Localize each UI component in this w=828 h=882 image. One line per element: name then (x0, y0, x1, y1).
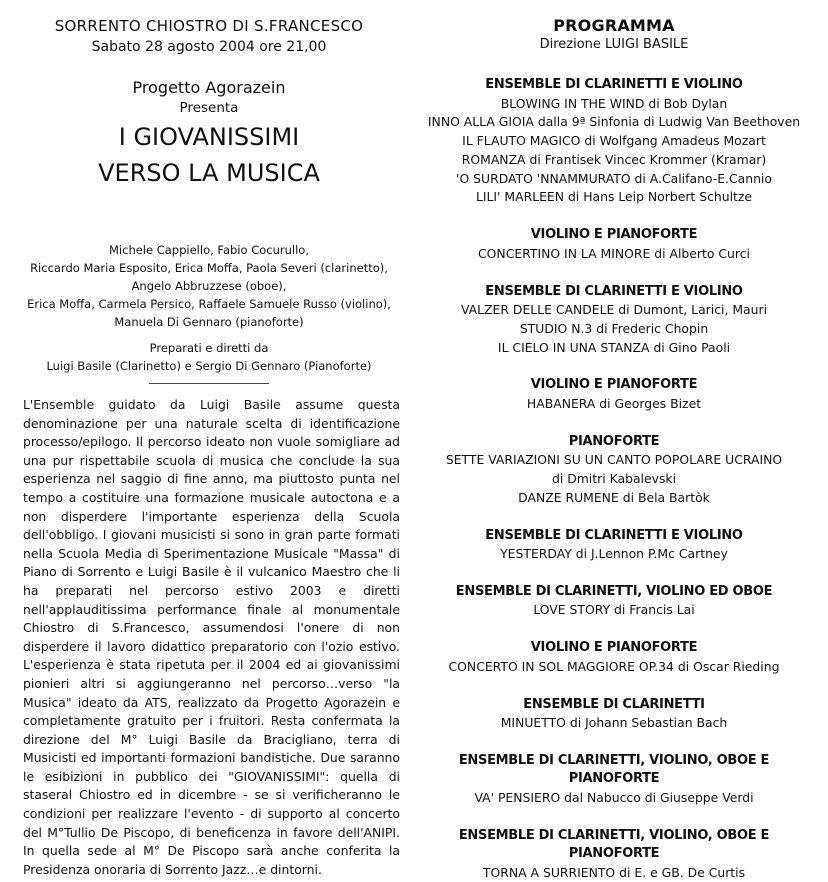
section-heading: ENSEMBLE DI CLARINETTI, VIOLINO ED OBOE (455, 583, 773, 599)
direction-line: Direzione LUIGI BASILE (539, 37, 689, 52)
prepared-names: Luigi Basile (Clarinetto) e Sergio Di Gennaro (Pianoforte) (46, 359, 372, 373)
program-section (414, 696, 814, 733)
program-item: MINUETTO di Johann Sebastian Bach (500, 715, 728, 731)
program-section (414, 283, 814, 358)
section-heading: VIOLINO E PIANOFORTE (530, 377, 698, 393)
program-item: LILI' MARLEEN di Hans Leip Norbert Schultze (475, 189, 753, 205)
program-item: CONCERTO IN SOL MAGGIORE OP.34 di Oscar Rieding (448, 658, 780, 674)
performers-line: Erica Moffa, Carmela Persico, Raffaele Samuele Russo (violino), (27, 297, 391, 311)
section-heading: ENSEMBLE DI CLARINETTI E VIOLINO (485, 527, 743, 543)
section-heading: ENSEMBLE DI CLARINETTI, VIOLINO, OBOE E PIANOFORTE (458, 752, 770, 787)
program-section (414, 376, 814, 413)
performers-line: Michele Cappiello, Fabio Cocurullo, (109, 243, 309, 257)
program-item: di Dmitri Kabalevski (551, 471, 677, 487)
program-section (414, 827, 814, 882)
program-section (414, 639, 814, 676)
program-section (414, 226, 814, 263)
performers-list (14, 241, 404, 331)
left-column (14, 16, 404, 879)
date-line: Sabato 28 agosto 2004 ore 21,00 (91, 39, 327, 55)
program-item: BLOWING IN THE WIND di Bob Dylan (500, 95, 728, 111)
program-item: DANZE RUMENE di Bela Bartòk (518, 489, 710, 505)
project-name: Progetto Agorazein (132, 78, 286, 97)
prepared-label: Preparati e diretti da (149, 341, 269, 355)
program-item: 'O SURDATO 'NNAMMURATO di A.Califano-E.Cannio (456, 170, 772, 186)
program-item: ROMANZA di Frantisek Vincec Krommer (Kramar) (461, 151, 767, 167)
section-heading: VIOLINO E PIANOFORTE (530, 640, 698, 656)
program-item: INNO ALLA GIOIA dalla 9ª Sinfonia di Ludwig Van Beethoven (427, 114, 801, 130)
divider (149, 383, 269, 384)
program-section (414, 433, 814, 508)
venue-line: SORRENTO CHIOSTRO DI S.FRANCESCO (54, 17, 364, 35)
section-heading: PIANOFORTE (568, 433, 660, 449)
program-item: IL FLAUTO MAGICO di Wolfgang Amadeus Mozart (462, 133, 766, 149)
program-item: SETTE VARIAZIONI SU UN CANTO POPOLARE UCRAINO (445, 452, 783, 468)
section-heading: VIOLINO E PIANOFORTE (530, 227, 698, 243)
section-heading: ENSEMBLE DI CLARINETTI E VIOLINO (485, 77, 743, 92)
program-sections (414, 76, 814, 882)
program-section (414, 76, 814, 207)
program-section (414, 752, 814, 808)
description-paragraph: L'Ensemble guidato da Luigi Basile assume questa denominazione per una naturale scelta di identificazione processo/epilogo. Il percorso ideato non vuole somigliare ad una pur rispettabile scuola di musica che conclude la sua esperienza nel saggio di fine anno, ma piuttosto punta nel tempo a costituire una formazione musicale autoctona e a non disperdere l'importante esperienza della Scuola dell'obbligo. I giovani musicisti si sono in gran parte formati nella Scuola Media di Sperimentazione Musicale "Massa" di Piano di Sorrento e Luigi Basile è il vulcanico Maestro che li ha preparati nel percorso estivo 2003 e diretti nell'applauditissima performance finale al monumentale Chiostro di S.Francesco, assumendosi l'onere di non disperdere il lavoro didattico preparatorio con l'ozio estivo. L'esperienza è stata ripetuta per il 2004 ed ai giovanissimi pionieri altri si aggiungeranno nel percorso…verso "la Musica" ideato da ATS, realizzato da Progetto Agorazein e completamente gratuito per i fruitori. Resta confermata la direzione del M° Luigi Basile da Bracigliano, terra di Musicisti ed importanti formazioni bandistiche. Due saranno le esibizioni in pubblico dei "GIOVANISSIMI": quella di staseral Chiostro ed in dicembre - se si verificheranno le condizioni per realizzare l'evento - di supporto al concerto del M°Tullio De Piscopo, di beneficenza in favore dell'ANIPI. In quella sede al M° De Piscopo sarà anche conferita la Presidenza onoraria di Sorrento Jazz…e dintorni. (23, 397, 400, 877)
program-section (414, 583, 814, 620)
program-item: HABANERA di Georges Bizet (526, 395, 702, 411)
program-item: LOVE STORY di Francis Lai (533, 602, 695, 618)
event-title-line-1: I GIOVANISSIMI (118, 123, 300, 151)
program-item: CONCERTINO IN LA MINORE di Alberto Curci (478, 245, 750, 261)
program-item: YESTERDAY di J.Lennon P.Mc Cartney (500, 546, 728, 562)
program-item: IL CIELO IN UNA STANZA di Gino Paoli (497, 339, 731, 355)
program-title: PROGRAMMA (553, 16, 675, 35)
section-heading: ENSEMBLE DI CLARINETTI (523, 696, 705, 712)
program-item: VALZER DELLE CANDELE di Dumont, Larici, Mauri (460, 302, 768, 318)
section-heading: ENSEMBLE DI CLARINETTI E VIOLINO (485, 283, 743, 299)
presenta-label: Presenta (179, 100, 239, 116)
section-heading: ENSEMBLE DI CLARINETTI, VIOLINO, OBOE E PIANOFORTE (458, 827, 770, 862)
performers-line: Angelo Abbruzzese (oboe), (131, 279, 287, 293)
program-column (414, 16, 814, 882)
program-item: TORNA A SURRIENTO di E. e GB. De Curtis (482, 864, 746, 880)
performers-line: Riccardo Maria Esposito, Erica Moffa, Paola Severi (clarinetto), (30, 261, 388, 275)
event-title-line-2: VERSO LA MUSICA (98, 159, 320, 187)
program-section (414, 527, 814, 564)
program-item: STUDIO N.3 di Frederic Chopin (519, 320, 709, 336)
program-item: VA' PENSIERO dal Nabucco di Giuseppe Verdi (474, 789, 754, 805)
prepared-by (14, 339, 404, 375)
performers-line: Manuela Di Gennaro (pianoforte) (114, 315, 304, 329)
